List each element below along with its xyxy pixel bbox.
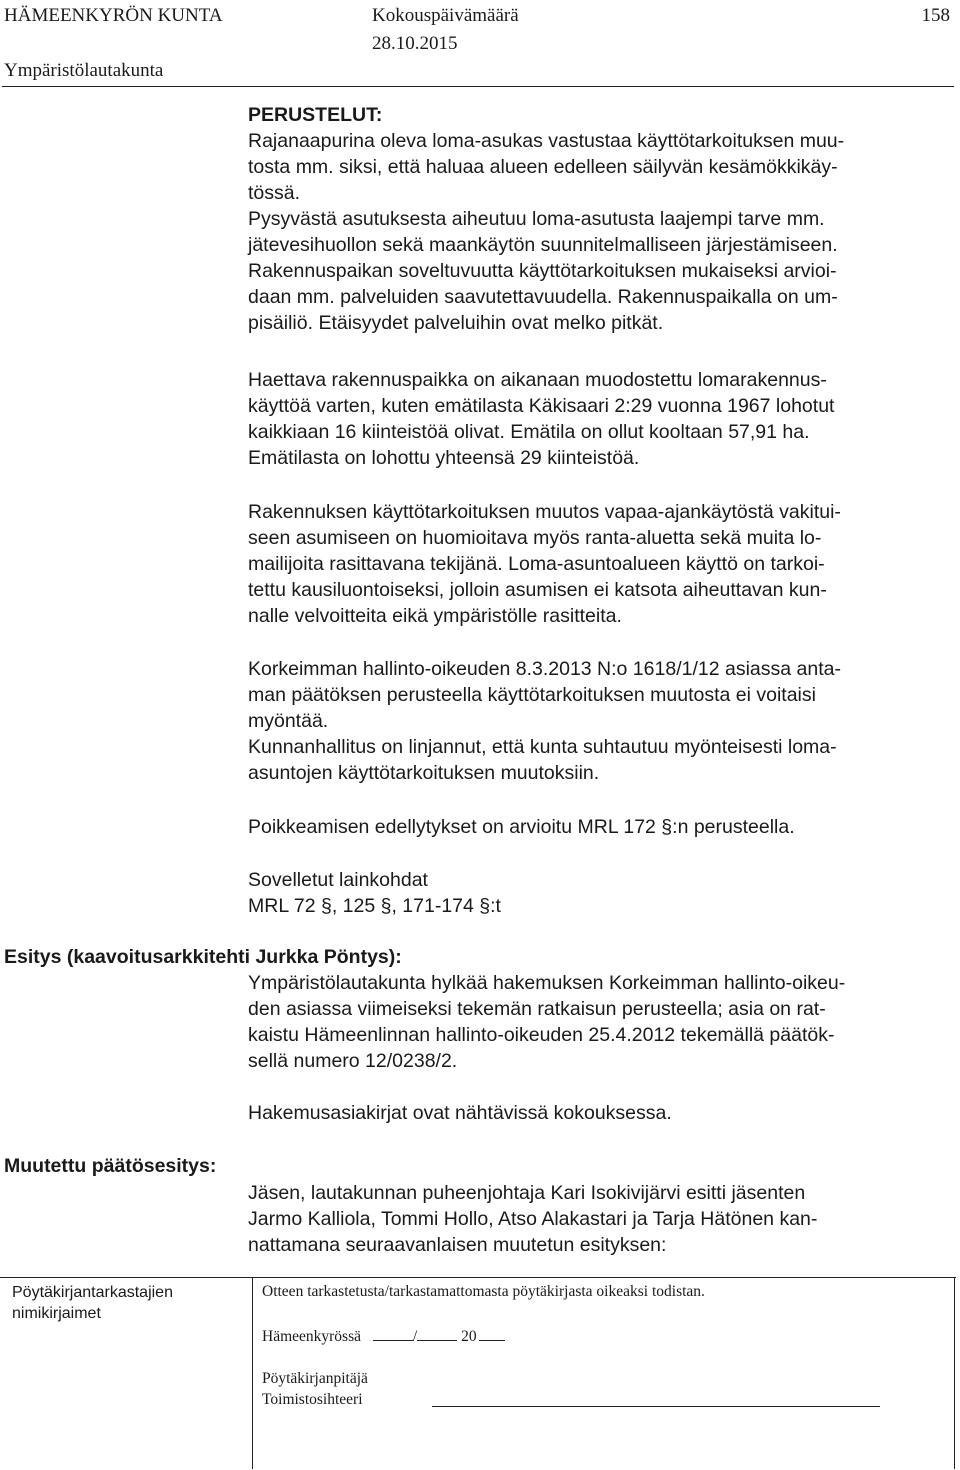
copy-certification: Otteen tarkastetusta/tarkastamattomasta pöytäkirjasta oikeaksi todistan. bbox=[262, 1283, 705, 1300]
year-prefix: 20 bbox=[461, 1328, 477, 1345]
footer-divider bbox=[252, 1277, 253, 1469]
organization-name: HÄMEENKYRÖN KUNTA bbox=[4, 5, 223, 26]
section-esitys bbox=[248, 970, 948, 1074]
place-name: Hämeenkyrössä bbox=[262, 1328, 361, 1345]
text-line: Sovelletut lainkohdat bbox=[248, 869, 428, 891]
text-line: käyttöä varten, kuten emätilasta Käkisaari 2:29 vuonna 1967 lohotut bbox=[248, 395, 835, 417]
minutes-keeper-label: Pöytäkirjanpitäjä bbox=[262, 1370, 368, 1387]
text-line: jätevesihuollon sekä maankäytön suunnitelmalliseen järjestämiseen. bbox=[248, 234, 838, 256]
meeting-date-label: Kokouspäivämäärä bbox=[372, 5, 519, 26]
footer-right-edge bbox=[954, 1277, 955, 1469]
text-line: Rajanaapurina oleva loma-asukas vastustaa käyttötarkoituksen muu- bbox=[248, 130, 845, 152]
text-line: Rakennuksen käyttötarkoituksen muutos vapaa-ajankäytöstä vakitui- bbox=[248, 501, 841, 523]
date-slash: / bbox=[412, 1328, 418, 1345]
signature-line bbox=[432, 1406, 880, 1407]
text-line: kaistu Hämeenlinnan hallinto-oikeuden 25.4.2012 tekemällä päätök- bbox=[248, 1024, 835, 1046]
text-line: Rakennuspaikan soveltuvuutta käyttötarkoituksen mukaiseksi arvioi- bbox=[248, 260, 837, 282]
text-line: Ympäristölautakunta hylkää hakemuksen Korkeimman hallinto-oikeu- bbox=[248, 972, 846, 994]
text-line: Pysyvästä asutuksesta aiheutuu loma-asutusta laajempi tarve mm. bbox=[248, 208, 825, 230]
section-perustelut bbox=[248, 102, 948, 336]
text-line: kaikkiaan 16 kiinteistöä olivat. Emätila on ollut kooltaan 57,91 ha. bbox=[248, 421, 810, 443]
text-line: Jarmo Kalliola, Tommi Hollo, Atso Alakastari ja Tarja Hätönen kan- bbox=[248, 1208, 818, 1230]
section-heading: PERUSTELUT: bbox=[248, 104, 383, 126]
text-line: Haettava rakennuspaikka on aikanaan muodostettu lomarakennus- bbox=[248, 369, 827, 391]
header-divider bbox=[2, 86, 954, 87]
text-line: nalle velvoitteita eikä ympäristölle rasitteita. bbox=[248, 605, 622, 627]
text-line: sellä numero 12/0238/2. bbox=[248, 1050, 458, 1072]
muutettu-heading: Muutettu päätösesitys: bbox=[4, 1155, 217, 1177]
text-line: Hakemusasiakirjat ovat nähtävissä kokouksessa. bbox=[248, 1102, 672, 1124]
text-line: tössä. bbox=[248, 182, 301, 204]
month-blank bbox=[417, 1326, 457, 1341]
text-line: tosta mm. siksi, että haluaa alueen edelleen säilyvän kesämökkikäy- bbox=[248, 156, 838, 178]
text-line: asuntojen käyttötarkoituksen muutoksiin. bbox=[248, 762, 600, 784]
section-sovelletut-lainkohdat bbox=[248, 867, 948, 919]
text-line: seen asumiseen on huomioitava myös ranta-aluetta sekä muita lo- bbox=[248, 527, 822, 549]
text-line: Korkeimman hallinto-oikeuden 8.3.2013 N:o 1618/1/12 asiassa anta- bbox=[248, 658, 841, 680]
section-muutettu bbox=[248, 1180, 948, 1258]
text-line: man päätöksen perusteella käyttötarkoituksen muutosta ei voitaisi bbox=[248, 684, 816, 706]
text-line: Poikkeamisen edellytykset on arvioitu MRL 172 §:n perusteella. bbox=[248, 816, 795, 838]
meeting-date: 28.10.2015 bbox=[372, 33, 458, 54]
minutes-keeper-title: Toimistosihteeri bbox=[262, 1391, 363, 1408]
place-date-row bbox=[262, 1326, 505, 1347]
text-line: MRL 72 §, 125 §, 171-174 §:t bbox=[248, 895, 501, 917]
text-line: Kunnanhallitus on linjannut, että kunta suhtautuu myönteisesti loma- bbox=[248, 736, 837, 758]
section-poikkeamisen bbox=[248, 814, 948, 840]
text-line: mailijoita rasittavana tekijänä. Loma-asuntoalueen käyttö on tarkoi- bbox=[248, 553, 825, 575]
esitys-heading: Esitys (kaavoitusarkkitehti Jurkka Pöntys): bbox=[4, 946, 402, 968]
text-line: tettu kausiluontoiseksi, jolloin asumisen ei katsota aiheuttavan kun- bbox=[248, 579, 827, 601]
section-rakennuksen bbox=[248, 499, 948, 629]
signature-label-line: Pöytäkirjantarkastajien bbox=[12, 1284, 173, 1301]
section-haettava bbox=[248, 367, 948, 471]
signature-label-line: nimikirjaimet bbox=[12, 1305, 101, 1322]
text-line: Emätilasta on lohottu yhteensä 29 kiinteistöä. bbox=[248, 447, 640, 469]
text-line: myöntää. bbox=[248, 710, 329, 732]
text-line: nattamana seuraavanlaisen muutetun esityksen: bbox=[248, 1234, 667, 1256]
text-line: den asiassa viimeiseksi tekemän ratkaisun perusteella; asia on rat- bbox=[248, 998, 826, 1020]
page-number: 158 bbox=[921, 5, 950, 26]
day-blank bbox=[373, 1326, 413, 1341]
signature-initials-label bbox=[12, 1282, 173, 1324]
year-blank bbox=[479, 1326, 505, 1341]
section-hakemusasiakirjat bbox=[248, 1100, 948, 1126]
section-korkeimman bbox=[248, 656, 948, 786]
board-name: Ympäristölautakunta bbox=[4, 60, 164, 81]
text-line: Jäsen, lautakunnan puheenjohtaja Kari Isokivijärvi esitti jäsenten bbox=[248, 1182, 806, 1204]
text-line: daan mm. palveluiden saavutettavuudella. Rakennuspaikalla on um- bbox=[248, 286, 838, 308]
text-line: pisäiliö. Etäisyydet palveluihin ovat melko pitkät. bbox=[248, 312, 664, 334]
